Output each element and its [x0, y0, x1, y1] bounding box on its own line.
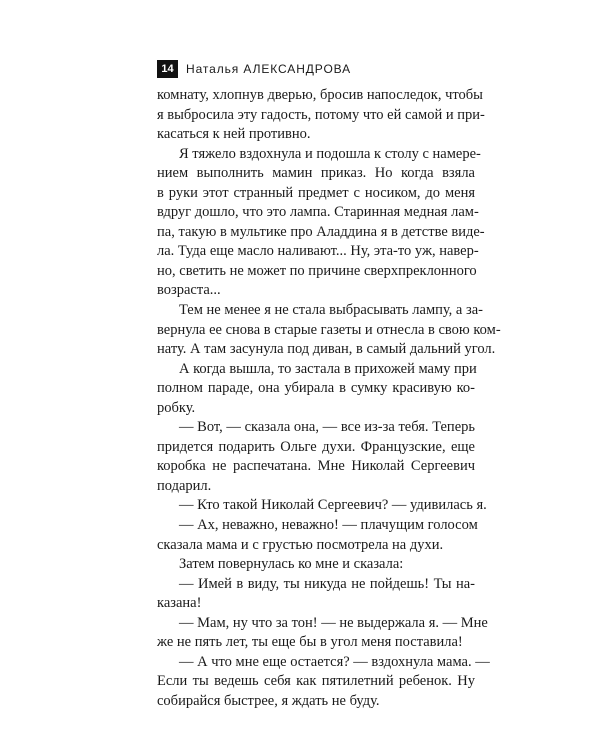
- text-line: ла. Туда еще масло наливают... Ну, эта-то уж, навер-: [157, 243, 479, 260]
- text-line: нату. А там засунула под диван, в самый дальний угол.: [157, 341, 496, 358]
- text-line: подарил.: [157, 477, 212, 494]
- text-line: коробка не распечатана. Мне Николай Сергеевич: [157, 458, 475, 475]
- text-line: робку.: [157, 399, 196, 416]
- text-line: вдруг дошло, что это лампа. Старинная медная лам-: [157, 204, 479, 221]
- author-name: Наталья АЛЕКСАНДРОВА: [186, 62, 352, 76]
- text-line: комнату, хлопнув дверью, бросив напоследок, чтобы: [157, 87, 483, 103]
- text-line: А когда вышла, то застала в прихожей маму при: [179, 360, 477, 377]
- text-line: касаться к ней противно.: [157, 126, 311, 143]
- text-line: Затем повернулась ко мне и сказала:: [179, 556, 404, 573]
- page-number: 14: [157, 60, 178, 78]
- text-line: в руки этот странный предмет с носиком, до меня: [157, 184, 475, 201]
- text-line: Если ты ведешь себя как пятилетний ребенок. Ну: [157, 673, 475, 690]
- text-line: па, такую в мультике про Аладдина я в детстве виде-: [157, 223, 485, 240]
- text-line: возраста...: [157, 282, 221, 299]
- text-line: но, светить не может по причине сверхпреклонного: [157, 262, 477, 279]
- text-line: — Вот, — сказала она, — все из-за тебя. Теперь: [179, 419, 475, 436]
- text-line: полном параде, она убирала в сумку красивую ко-: [157, 380, 475, 397]
- text-line: — А что мне еще остается? — вздохнула мама. —: [179, 653, 490, 670]
- text-line: придется подарить Ольге духи. Французские, еще: [157, 438, 475, 455]
- text-line: Тем не менее я не стала выбрасывать лампу, а за-: [179, 302, 483, 319]
- text-line: сказала мама и с грустью посмотрела на духи.: [157, 536, 444, 553]
- running-header: [157, 60, 351, 78]
- text-line: казана!: [157, 595, 202, 612]
- text-line: собирайся быстрее, я ждать не буду.: [157, 692, 380, 709]
- text-line: — Мам, ну что за тон! — не выдержала я. — Мне: [179, 614, 488, 631]
- text-line: Я тяжело вздохнула и подошла к столу с намере-: [179, 145, 481, 162]
- body-text: [157, 86, 501, 712]
- text-line: я выбросила эту гадость, потому что ей самой и при-: [157, 106, 485, 123]
- text-line: — Имей в виду, ты никуда не пойдешь! Ты на-: [179, 575, 475, 592]
- text-line: — Кто такой Николай Сергеевич? — удивилась я.: [179, 497, 487, 514]
- text-line: же не пять лет, ты еще бы в угол меня поставила!: [157, 634, 463, 651]
- text-line: нием выполнить мамин приказ. Но когда взяла: [157, 165, 475, 182]
- text-line: — Ах, неважно, неважно! — плачущим голосом: [179, 517, 478, 534]
- text-line: вернула ее снова в старые газеты и отнесла в свою ком-: [157, 321, 501, 338]
